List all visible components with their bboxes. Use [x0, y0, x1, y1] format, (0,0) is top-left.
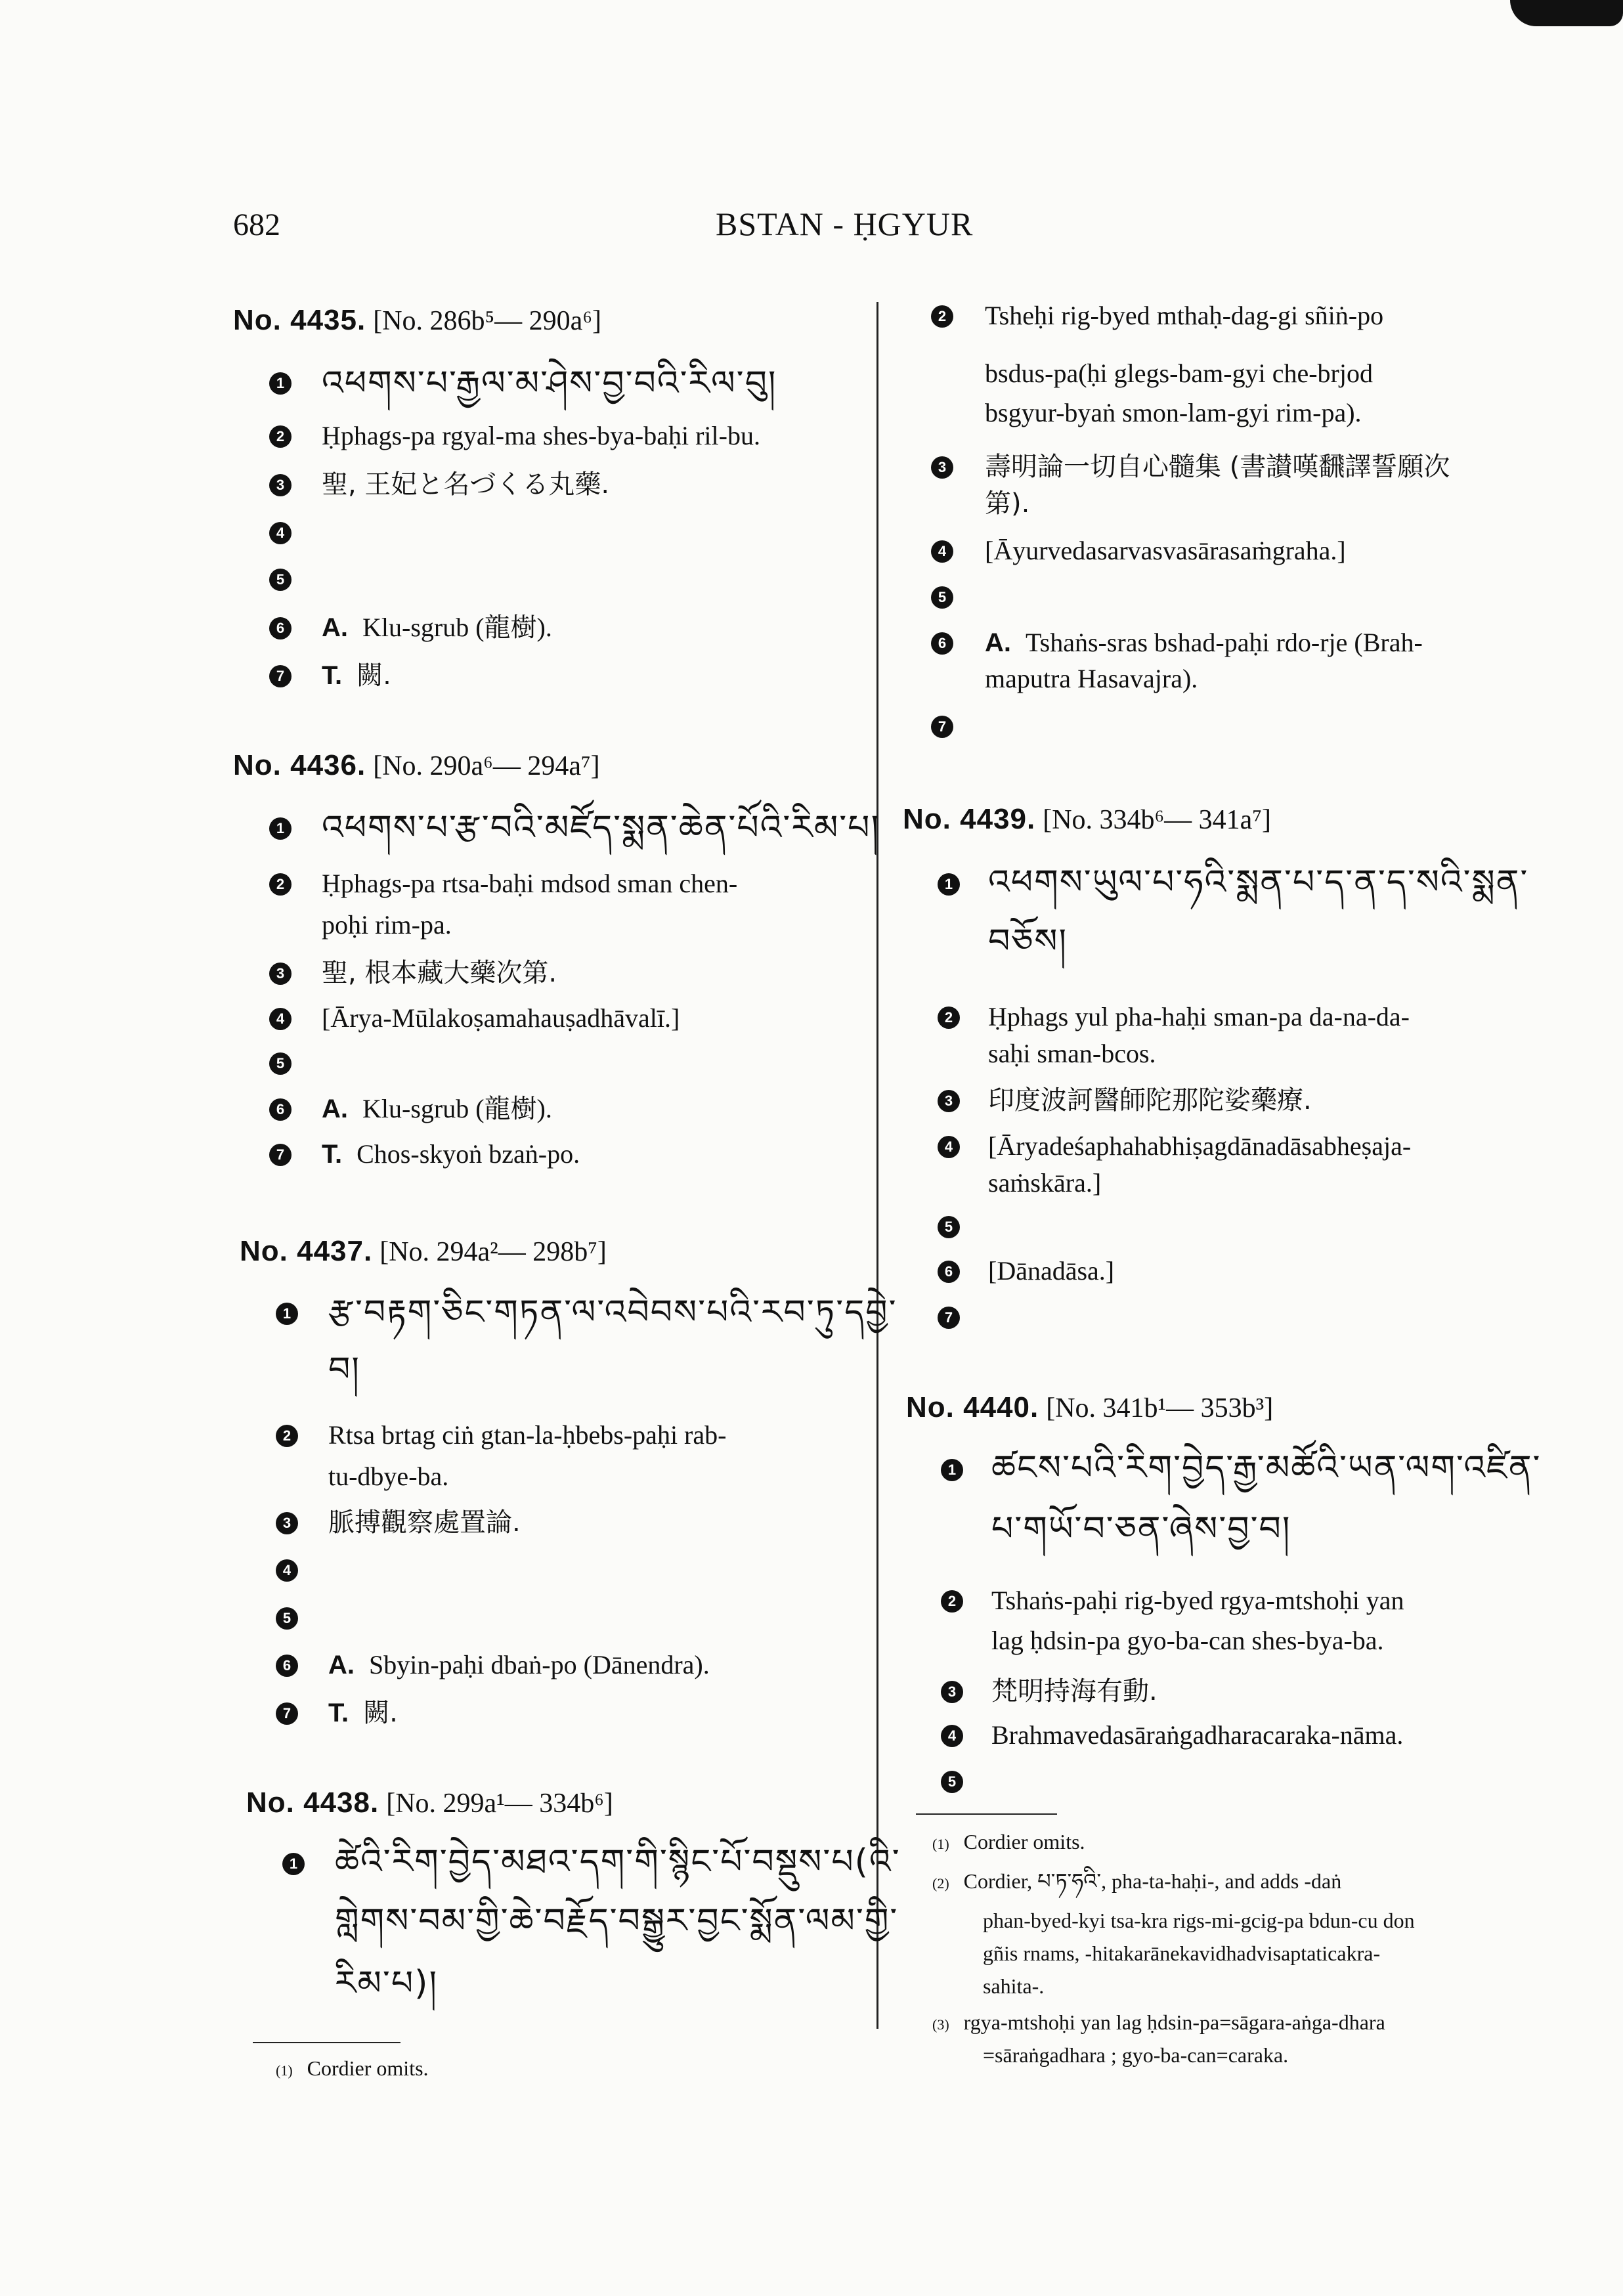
sanskrit-title: Brahmavedasāraṅgadharacaraka-nāma. — [991, 1720, 1404, 1750]
author-line — [985, 624, 1423, 662]
item-marker: 7 — [938, 1307, 960, 1329]
translator-label: T. — [328, 1699, 349, 1727]
transliteration: Ḥphags-pa rtsa-baḥi mdsod sman chen- — [322, 869, 738, 898]
item-marker: 1 — [938, 873, 960, 896]
transliteration-cont: saḥi sman-bcos. — [988, 1039, 1156, 1068]
footnote — [932, 1825, 1085, 1861]
item-marker: 6 — [276, 1655, 298, 1677]
author-name-cont: maputra Hasavajra). — [985, 664, 1198, 693]
footnote-cont: phan-byed-kyi tsa-kra rigs-mi-gcig-pa bdun-cu don — [983, 1909, 1415, 1932]
footnote-text: rgya-mtshoḥi yan lag ḥdsin-pa=sāgara-aṅga-dhara — [963, 2010, 1385, 2034]
tibetan-title-cont: བ། — [328, 1350, 360, 1389]
item-marker: 4 — [269, 522, 292, 544]
chinese-title: 脈搏觀察處置論. — [328, 1507, 521, 1538]
entry-ref: [No. 334b⁶— 341a⁷] — [1043, 805, 1271, 835]
entry-number: No. 4437. — [240, 1235, 373, 1267]
author-label: A. — [322, 613, 348, 642]
item-marker: 7 — [269, 1144, 292, 1166]
transliteration: Ḥphags yul pha-haḥi sman-pa da-na-da- — [988, 1002, 1410, 1031]
footnote-cont: gñis rnams, -hitakarānekavidhadvisaptaticakra- — [983, 1941, 1381, 1965]
entry-number: No. 4438. — [246, 1787, 379, 1819]
transliteration-cont: lag ḥdsin-pa gyo-ba-can shes-bya-ba. — [991, 1626, 1384, 1655]
sanskrit-title-cont: saṁskāra.] — [988, 1168, 1102, 1198]
author-name: Sbyin-paḥi dbaṅ-po (Dānendra). — [369, 1650, 710, 1679]
author-line — [322, 609, 552, 647]
item-marker: 3 — [941, 1681, 963, 1703]
item-marker: 1 — [276, 1303, 298, 1325]
translator-line — [322, 1135, 580, 1173]
transliteration-cont: tu-dbye-ba. — [328, 1462, 449, 1491]
author-label: A. — [328, 1651, 355, 1679]
transliteration-cont: poḥi rim-pa. — [322, 910, 452, 940]
item-marker: 3 — [269, 474, 292, 496]
sanskrit-title: [Āyurvedasarvasvasārasaṁgraha.] — [985, 536, 1346, 565]
entry-heading — [233, 748, 600, 782]
transliteration: Tsheḥi rig-byed mthaḥ-dag-gi sñiṅ-po — [985, 301, 1384, 330]
chinese-title-cont: 第). — [985, 488, 1030, 519]
item-marker: 3 — [938, 1090, 960, 1112]
footnote-cont: sahita-. — [983, 1974, 1045, 1998]
entry-number: No. 4436. — [233, 749, 366, 781]
entry-number: No. 4435. — [233, 304, 366, 336]
footnote-text: Cordier, པ་ཏ་ཧའི་, pha-ta-haḥi-, and adds -daṅ — [963, 1869, 1342, 1893]
page-number: 682 — [233, 207, 280, 242]
sanskrit-title: [Āryadeśaphahabhiṣagdānadāsabheṣaja- — [988, 1131, 1412, 1161]
item-marker: 4 — [276, 1559, 298, 1582]
footnote-mark: (2) — [932, 1875, 949, 1892]
item-marker: 4 — [931, 540, 953, 563]
footnote — [932, 1865, 1341, 1900]
entry-heading — [246, 1786, 613, 1819]
item-marker: 6 — [938, 1261, 960, 1283]
item-marker: 2 — [938, 1007, 960, 1029]
item-marker: 2 — [931, 305, 953, 328]
entry-ref: [No. 290a⁶— 294a⁷] — [373, 751, 600, 781]
entry-heading — [906, 1391, 1273, 1424]
author-label: A. — [322, 1094, 348, 1123]
author-line — [322, 1090, 552, 1128]
tibetan-title-cont: བཅོས། — [988, 922, 1068, 961]
author-name: Klu-sgrub (龍樹). — [362, 1094, 552, 1123]
tibetan-title: འཕགས་པ་རྒྱལ་མ་ཤེས་བྱ་བའི་རིལ་བུ། — [322, 364, 777, 403]
item-marker: 5 — [269, 569, 292, 591]
translator-name: Chos-skyoṅ bzaṅ-po. — [357, 1139, 580, 1169]
footnote-mark: (3) — [932, 2016, 949, 2033]
translator-label: T. — [322, 1140, 343, 1169]
chinese-title: 梵明持海有動. — [991, 1676, 1158, 1706]
translator-name: 闕. — [363, 1698, 398, 1728]
scan-edge-mark — [1510, 0, 1623, 26]
transliteration: Rtsa brtag ciṅ gtan-la-ḥbebs-paḥi rab- — [328, 1420, 727, 1450]
chinese-title: 聖, 王妃と名づくる丸藥. — [322, 469, 610, 500]
entry-heading — [233, 303, 601, 337]
item-marker: 1 — [269, 817, 292, 840]
footnote-rule — [253, 2042, 400, 2043]
item-marker: 3 — [931, 456, 953, 479]
tibetan-title: འཕགས་པ་རྩ་བའི་མཛོད་སྨན་ཆེན་པོའི་རིམ་པ། — [322, 808, 880, 848]
item-marker: 6 — [931, 632, 953, 655]
tibetan-title: ཚངས་པའི་རིག་བྱེད་རྒྱ་མཚོའི་ཡན་ལག་འཛིན་ — [991, 1448, 1542, 1488]
entry-ref: [No. 286b⁵— 290a⁶] — [373, 306, 601, 336]
column-divider — [876, 302, 878, 2029]
item-marker: 6 — [269, 1098, 292, 1121]
author-line — [328, 1646, 710, 1684]
entry-ref: [No. 294a²— 298b⁷] — [379, 1237, 607, 1267]
item-marker: 5 — [941, 1771, 963, 1793]
author-label: A. — [985, 628, 1011, 657]
tibetan-title: འཕགས་ཡུལ་པ་ཧའི་སྨན་པ་ད་ན་ད་སའི་སྨན་ — [988, 863, 1529, 902]
footnote-rule — [916, 1813, 1057, 1815]
transliteration: Tshaṅs-paḥi rig-byed rgya-mtshoḥi yan — [991, 1586, 1404, 1615]
tibetan-title: རྩ་བརྟག་ཅིང་གཏན་ལ་འབེབས་པའི་རབ་ཏུ་དབྱེ་ — [328, 1293, 898, 1332]
item-marker: 6 — [269, 617, 292, 639]
translator-name: 闕. — [357, 661, 391, 691]
chinese-title: 壽明論一切自心髓集 (書讃嘆飜譯誓願次 — [985, 452, 1450, 482]
author-line: [Dānadāsa.] — [988, 1256, 1115, 1286]
item-marker: 3 — [276, 1512, 298, 1534]
footnote — [932, 2006, 1385, 2041]
item-marker: 2 — [276, 1425, 298, 1447]
entry-heading — [903, 802, 1271, 836]
transliteration: Ḥphags-pa rgyal-ma shes-bya-baḥi ril-bu. — [322, 421, 760, 450]
footnote-mark: (1) — [276, 2062, 293, 2079]
footnote-mark: (1) — [932, 1836, 949, 1852]
entry-ref: [No. 299a¹— 334b⁶] — [386, 1788, 613, 1819]
chinese-title: 印度波訶醫師陀那陀娑藥療. — [988, 1085, 1312, 1116]
item-marker: 1 — [269, 372, 292, 395]
item-marker: 5 — [931, 586, 953, 609]
item-marker: 5 — [276, 1607, 298, 1630]
item-marker: 7 — [931, 716, 953, 738]
item-marker: 7 — [269, 665, 292, 687]
chinese-title: 聖, 根本藏大藥次第. — [322, 958, 557, 988]
item-marker: 1 — [941, 1459, 963, 1481]
entry-number: No. 4440. — [906, 1391, 1039, 1423]
tibetan-title-cont: གླེགས་བམ་གྱི་ཆེ་བརྗོད་བསྒྱུར་བྱང་སྨོན་ལམ་གྱི་ — [335, 1901, 899, 1941]
item-marker: 3 — [269, 963, 292, 985]
running-head: BSTAN - ḤGYUR — [716, 206, 974, 242]
footnote-text: Cordier omits. — [307, 2056, 429, 2080]
footnote-text: Cordier omits. — [963, 1830, 1085, 1853]
tibetan-title-cont: པ་གཡོ་བ་ཅན་ཞེས་བྱ་བ། — [991, 1509, 1291, 1549]
entry-number: No. 4439. — [903, 803, 1036, 835]
author-name: Klu-sgrub (龍樹). — [362, 613, 552, 642]
footnote-cont: =sāraṅgadhara ; gyo-ba-can=caraka. — [983, 2043, 1289, 2067]
entry-heading — [240, 1234, 607, 1268]
item-marker: 2 — [941, 1590, 963, 1613]
translator-line — [328, 1694, 398, 1732]
item-marker: 1 — [282, 1853, 305, 1875]
tibetan-title: ཚེའི་རིག་བྱེད་མཐའ་དག་གི་སྙིང་པོ་བསྡུས་པ(འི་ — [335, 1842, 901, 1882]
tibetan-title-cont: རིམ་པ)། — [335, 1964, 438, 2003]
item-marker: 5 — [938, 1216, 960, 1238]
item-marker: 4 — [269, 1008, 292, 1030]
item-marker: 5 — [269, 1052, 292, 1075]
author-name: Tshaṅs-sras bshad-paḥi rdo-rje (Brah- — [1026, 628, 1423, 657]
entry-ref: [No. 341b¹— 353b³] — [1046, 1393, 1274, 1423]
item-marker: 4 — [938, 1136, 960, 1158]
item-marker: 7 — [276, 1702, 298, 1725]
transliteration-cont: bsgyur-byaṅ smon-lam-gyi rim-pa). — [985, 398, 1362, 427]
sanskrit-title: [Ārya-Mūlakoṣamahauṣadhāvalī.] — [322, 1003, 680, 1033]
translator-label: T. — [322, 661, 343, 690]
translator-line — [322, 657, 391, 695]
transliteration-cont: bsdus-pa(ḥi glegs-bam-gyi che-brjod — [985, 358, 1373, 388]
item-marker: 4 — [941, 1725, 963, 1747]
item-marker: 2 — [269, 425, 292, 448]
footnote — [276, 2052, 429, 2087]
item-marker: 2 — [269, 873, 292, 896]
